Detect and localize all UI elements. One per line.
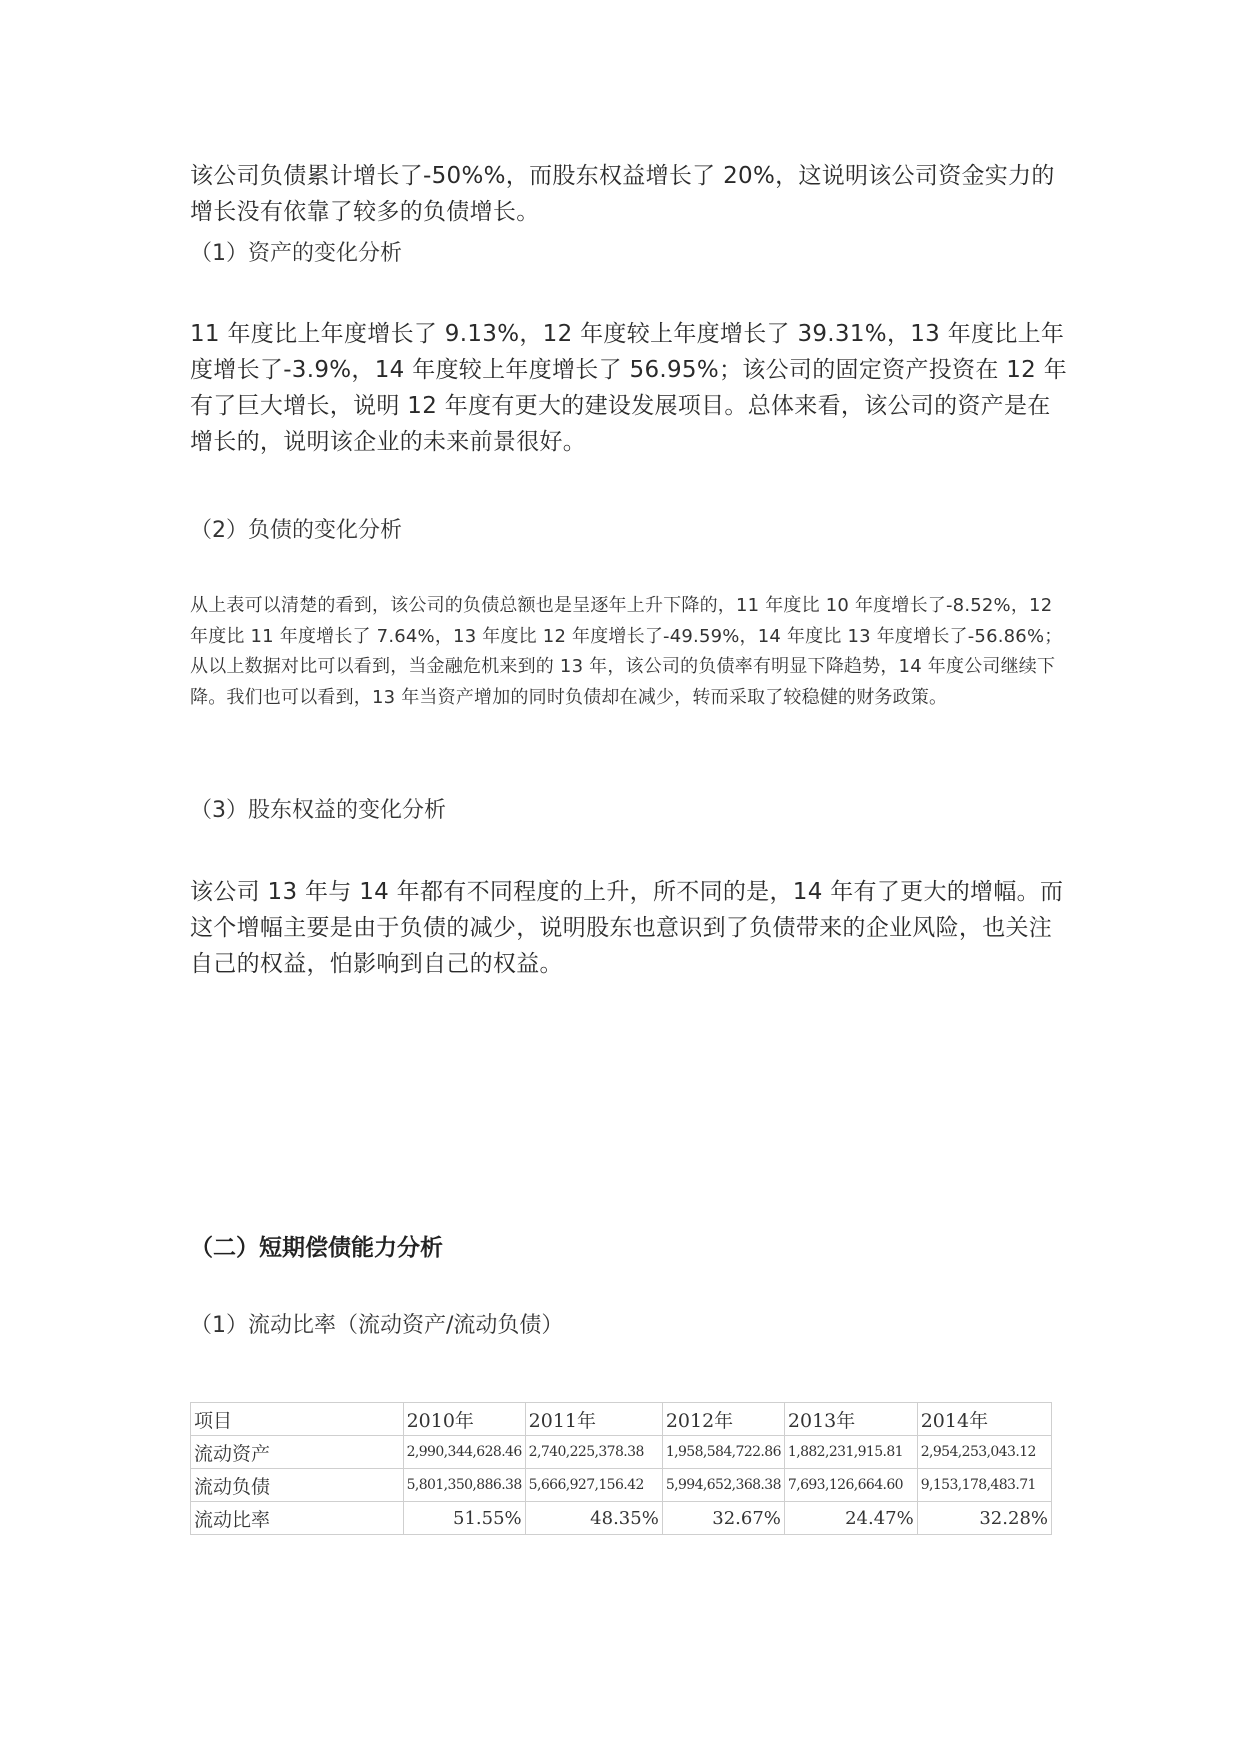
- table-cell: 9,153,178,483.71: [917, 1469, 1051, 1502]
- table-cell: 51.55%: [403, 1502, 525, 1535]
- table-cell: 1,958,584,722.86: [662, 1436, 784, 1469]
- table-cell: 5,994,652,368.38: [662, 1469, 784, 1502]
- table-cell: 32.28%: [917, 1502, 1051, 1535]
- current-ratio-table: [190, 1402, 1052, 1535]
- table-cell: 24.47%: [784, 1502, 917, 1535]
- table-cell: 32.67%: [662, 1502, 784, 1535]
- row-label: 流动资产: [191, 1436, 404, 1469]
- equity-heading: （3）股东权益的变化分析: [190, 798, 446, 823]
- table-cell: 7,693,126,664.60: [784, 1469, 917, 1502]
- table-cell: 1,882,231,915.81: [784, 1436, 917, 1469]
- intro-paragraph: 该公司负债累计增长了-50%%，而股东权益增长了 20%，这说明该公司资金实力的增长没有依靠了较多的负债增长。: [190, 163, 1055, 225]
- table-row: [191, 1436, 1052, 1469]
- table-cell: 5,801,350,886.38: [403, 1469, 525, 1502]
- table-cell: 2,990,344,628.46: [403, 1436, 525, 1469]
- table-header-cell: 2014年: [917, 1403, 1051, 1436]
- table-row: [191, 1502, 1052, 1535]
- table-cell: 48.35%: [525, 1502, 662, 1535]
- assets-paragraph: 11 年度比上年度增长了 9.13%，12 年度较上年度增长了 39.31%，13 年度比上年度增长了-3.9%，14 年度较上年度增长了 56.95%；该公司的固定资产投资在 12 年有了巨大增长，说明 12 年度有更大的建设发展项目。总体来看，该公司的资产是在增长的，说明该企业的未来前景很好。: [190, 321, 1068, 455]
- liabilities-heading: （2）负债的变化分析: [190, 518, 402, 543]
- table-header-cell: 2012年: [662, 1403, 784, 1436]
- section-title: （二）短期偿债能力分析: [190, 1235, 443, 1261]
- table-header-cell: 2013年: [784, 1403, 917, 1436]
- table-header-cell: 项目: [191, 1403, 404, 1436]
- liabilities-paragraph: 从上表可以清楚的看到，该公司的负债总额也是呈逐年上升下降的，11 年度比 10 年度增长了-8.52%，12 年度比 11 年度增长了 7.64%，13 年度比 12 年度增长了-49.59%，14 年度比 13 年度增长了-56.86%；从以上数据对比可以看到，当金融危机来到的 13 年，该公司的负债率有明显下降趋势，14 年度公司继续下降。我们也可以看到，13 年当资产增加的同时负债却在减少，转而采取了较稳健的财务政策。: [190, 595, 1063, 708]
- row-label: 流动负债: [191, 1469, 404, 1502]
- table-header-cell: 2010年: [403, 1403, 525, 1436]
- section-subtitle: （1）流动比率（流动资产/流动负债）: [190, 1313, 564, 1338]
- table-row: [191, 1469, 1052, 1502]
- equity-paragraph: 该公司 13 年与 14 年都有不同程度的上升，所不同的是，14 年有了更大的增幅。而这个增幅主要是由于负债的减少，说明股东也意识到了负债带来的企业风险，也关注自己的权益，怕影响到自己的权益。: [190, 879, 1064, 977]
- assets-heading: （1）资产的变化分析: [190, 241, 402, 266]
- row-label: 流动比率: [191, 1502, 404, 1535]
- table-header-cell: 2011年: [525, 1403, 662, 1436]
- table-cell: 5,666,927,156.42: [525, 1469, 662, 1502]
- table-cell: 2,954,253,043.12: [917, 1436, 1051, 1469]
- table-cell: 2,740,225,378.38: [525, 1436, 662, 1469]
- table-header-row: [191, 1403, 1052, 1436]
